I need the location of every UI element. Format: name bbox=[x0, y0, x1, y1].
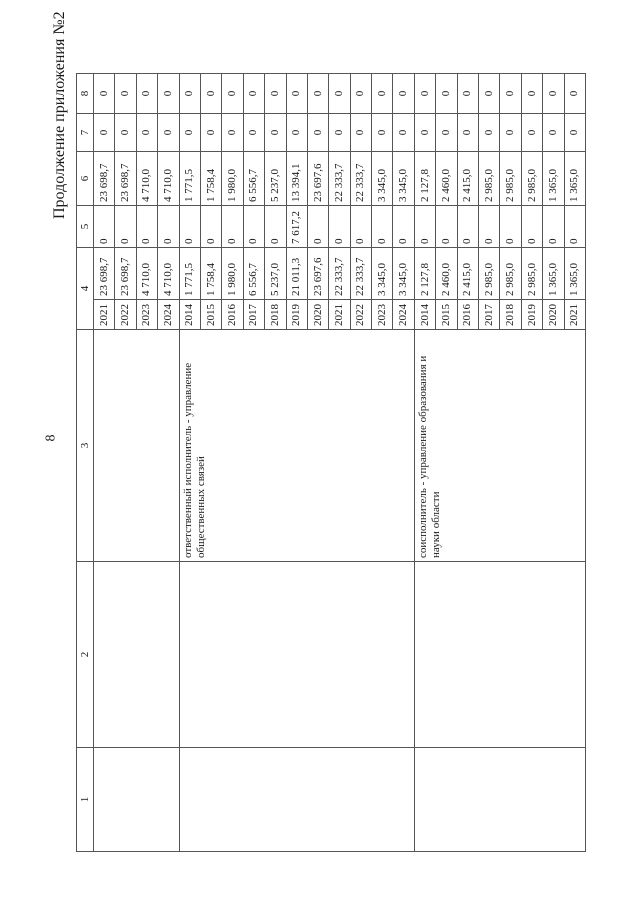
col7-cell: 0 bbox=[179, 114, 200, 152]
cell-col-1 bbox=[179, 748, 414, 852]
col8-cell: 0 bbox=[222, 74, 243, 114]
year-cell: 2015 bbox=[436, 300, 457, 330]
col7-cell: 0 bbox=[393, 114, 414, 152]
total-cell: 3 345,0 bbox=[372, 248, 393, 300]
col6-cell: 2 985,0 bbox=[521, 152, 542, 206]
col6-cell: 23 698,7 bbox=[94, 152, 115, 206]
executor-cell: ответственный исполнитель - управление общественных связей bbox=[179, 330, 414, 562]
total-cell: 2 985,0 bbox=[479, 248, 500, 300]
year-cell: 2020 bbox=[543, 300, 564, 330]
col8-cell: 0 bbox=[94, 74, 115, 114]
col8-cell: 0 bbox=[329, 74, 350, 114]
col8-cell: 0 bbox=[500, 74, 521, 114]
col6-cell: 1 771,5 bbox=[179, 152, 200, 206]
year-cell: 2014 bbox=[414, 300, 435, 330]
col5-cell: 7 617,2 bbox=[286, 206, 307, 248]
col8-cell: 0 bbox=[393, 74, 414, 114]
total-cell: 23 698,7 bbox=[115, 248, 136, 300]
col5-cell: 0 bbox=[372, 206, 393, 248]
total-cell: 23 698,7 bbox=[94, 248, 115, 300]
col7-cell: 0 bbox=[500, 114, 521, 152]
col6-cell: 3 345,0 bbox=[372, 152, 393, 206]
col8-cell: 0 bbox=[115, 74, 136, 114]
col6-cell: 1 758,4 bbox=[200, 152, 221, 206]
col5-cell: 0 bbox=[94, 206, 115, 248]
total-cell: 1 758,4 bbox=[200, 248, 221, 300]
year-cell: 2021 bbox=[94, 300, 115, 330]
col8-cell: 0 bbox=[372, 74, 393, 114]
col8-cell: 0 bbox=[564, 74, 585, 114]
col8-cell: 0 bbox=[286, 74, 307, 114]
header-col-3: 3 bbox=[77, 330, 94, 562]
year-cell: 2021 bbox=[564, 300, 585, 330]
col5-cell: 0 bbox=[200, 206, 221, 248]
col6-cell: 4 710,0 bbox=[158, 152, 179, 206]
col7-cell: 0 bbox=[329, 114, 350, 152]
year-cell: 2022 bbox=[350, 300, 371, 330]
total-cell: 3 345,0 bbox=[393, 248, 414, 300]
total-cell: 22 333,7 bbox=[329, 248, 350, 300]
year-cell: 2020 bbox=[307, 300, 328, 330]
col5-cell: 0 bbox=[158, 206, 179, 248]
header-col-5: 5 bbox=[77, 206, 94, 248]
header-col-4: 4 bbox=[77, 248, 94, 330]
col7-cell: 0 bbox=[200, 114, 221, 152]
year-cell: 2017 bbox=[243, 300, 264, 330]
total-cell: 1 365,0 bbox=[564, 248, 585, 300]
col5-cell: 0 bbox=[543, 206, 564, 248]
col7-cell: 0 bbox=[543, 114, 564, 152]
year-cell: 2024 bbox=[158, 300, 179, 330]
year-cell: 2016 bbox=[457, 300, 478, 330]
col8-cell: 0 bbox=[414, 74, 435, 114]
col6-cell: 22 333,7 bbox=[350, 152, 371, 206]
col5-cell: 0 bbox=[136, 206, 157, 248]
total-cell: 4 710,0 bbox=[136, 248, 157, 300]
total-cell: 2 985,0 bbox=[521, 248, 542, 300]
total-cell: 1 771,5 bbox=[179, 248, 200, 300]
col7-cell: 0 bbox=[307, 114, 328, 152]
header-col-1: 1 bbox=[77, 748, 94, 852]
col7-cell: 0 bbox=[521, 114, 542, 152]
col6-cell: 1 980,0 bbox=[222, 152, 243, 206]
col7-cell: 0 bbox=[136, 114, 157, 152]
col5-cell: 0 bbox=[222, 206, 243, 248]
col7-cell: 0 bbox=[265, 114, 286, 152]
col6-cell: 2 985,0 bbox=[479, 152, 500, 206]
col8-cell: 0 bbox=[457, 74, 478, 114]
year-cell: 2014 bbox=[179, 300, 200, 330]
table-row bbox=[179, 74, 200, 852]
header-row bbox=[77, 74, 94, 852]
col8-cell: 0 bbox=[543, 74, 564, 114]
header-col-2: 2 bbox=[77, 562, 94, 748]
budget-table bbox=[76, 73, 586, 852]
total-cell: 2 415,0 bbox=[457, 248, 478, 300]
year-cell: 2018 bbox=[265, 300, 286, 330]
col5-cell: 0 bbox=[479, 206, 500, 248]
year-cell: 2017 bbox=[479, 300, 500, 330]
budget-table-container bbox=[76, 74, 586, 852]
year-cell: 2021 bbox=[329, 300, 350, 330]
table-body bbox=[94, 74, 586, 852]
header-col-6: 6 bbox=[77, 152, 94, 206]
executor-cell: соисполнитель - управление образования и науки области bbox=[414, 330, 585, 562]
year-cell: 2018 bbox=[500, 300, 521, 330]
table-row bbox=[94, 74, 115, 852]
table-row bbox=[414, 74, 435, 852]
col5-cell: 0 bbox=[179, 206, 200, 248]
col8-cell: 0 bbox=[136, 74, 157, 114]
total-cell: 1 365,0 bbox=[543, 248, 564, 300]
cell-col-2 bbox=[179, 562, 414, 748]
year-cell: 2022 bbox=[115, 300, 136, 330]
col6-cell: 2 127,8 bbox=[414, 152, 435, 206]
total-cell: 6 556,7 bbox=[243, 248, 264, 300]
col6-cell: 2 460,0 bbox=[436, 152, 457, 206]
col5-cell: 0 bbox=[414, 206, 435, 248]
col5-cell: 0 bbox=[243, 206, 264, 248]
col8-cell: 0 bbox=[265, 74, 286, 114]
cell-col-1 bbox=[94, 748, 180, 852]
col5-cell: 0 bbox=[436, 206, 457, 248]
col7-cell: 0 bbox=[94, 114, 115, 152]
total-cell: 2 460,0 bbox=[436, 248, 457, 300]
col7-cell: 0 bbox=[479, 114, 500, 152]
col7-cell: 0 bbox=[286, 114, 307, 152]
year-cell: 2016 bbox=[222, 300, 243, 330]
col6-cell: 5 237,0 bbox=[265, 152, 286, 206]
col5-cell: 0 bbox=[457, 206, 478, 248]
total-cell: 4 710,0 bbox=[158, 248, 179, 300]
col7-cell: 0 bbox=[372, 114, 393, 152]
col6-cell: 23 698,7 bbox=[115, 152, 136, 206]
col5-cell: 0 bbox=[564, 206, 585, 248]
total-cell: 5 237,0 bbox=[265, 248, 286, 300]
total-cell: 2 985,0 bbox=[500, 248, 521, 300]
col7-cell: 0 bbox=[243, 114, 264, 152]
total-cell: 21 011,3 bbox=[286, 248, 307, 300]
total-cell: 1 980,0 bbox=[222, 248, 243, 300]
col6-cell: 2 415,0 bbox=[457, 152, 478, 206]
col7-cell: 0 bbox=[222, 114, 243, 152]
header-col-7: 7 bbox=[77, 114, 94, 152]
total-cell: 22 333,7 bbox=[350, 248, 371, 300]
col8-cell: 0 bbox=[200, 74, 221, 114]
col5-cell: 0 bbox=[329, 206, 350, 248]
col6-cell: 1 365,0 bbox=[543, 152, 564, 206]
col8-cell: 0 bbox=[479, 74, 500, 114]
col8-cell: 0 bbox=[158, 74, 179, 114]
total-cell: 23 697,6 bbox=[307, 248, 328, 300]
col5-cell: 0 bbox=[350, 206, 371, 248]
year-cell: 2015 bbox=[200, 300, 221, 330]
col8-cell: 0 bbox=[243, 74, 264, 114]
cell-col-2 bbox=[414, 562, 585, 748]
col6-cell: 23 697,6 bbox=[307, 152, 328, 206]
year-cell: 2023 bbox=[136, 300, 157, 330]
col7-cell: 0 bbox=[158, 114, 179, 152]
col6-cell: 2 985,0 bbox=[500, 152, 521, 206]
col5-cell: 0 bbox=[115, 206, 136, 248]
appendix-caption: Продолжение приложения №2 bbox=[51, 11, 68, 219]
col5-cell: 0 bbox=[500, 206, 521, 248]
year-cell: 2019 bbox=[286, 300, 307, 330]
year-cell: 2019 bbox=[521, 300, 542, 330]
cell-col-1 bbox=[414, 748, 585, 852]
executor-cell bbox=[94, 330, 180, 562]
total-cell: 2 127,8 bbox=[414, 248, 435, 300]
header-col-8: 8 bbox=[77, 74, 94, 114]
col8-cell: 0 bbox=[436, 74, 457, 114]
col6-cell: 3 345,0 bbox=[393, 152, 414, 206]
col7-cell: 0 bbox=[115, 114, 136, 152]
col8-cell: 0 bbox=[307, 74, 328, 114]
col8-cell: 0 bbox=[350, 74, 371, 114]
col6-cell: 22 333,7 bbox=[329, 152, 350, 206]
col5-cell: 0 bbox=[393, 206, 414, 248]
col8-cell: 0 bbox=[179, 74, 200, 114]
col8-cell: 0 bbox=[521, 74, 542, 114]
page-number: 8 bbox=[43, 434, 59, 442]
year-cell: 2023 bbox=[372, 300, 393, 330]
year-cell: 2024 bbox=[393, 300, 414, 330]
col6-cell: 4 710,0 bbox=[136, 152, 157, 206]
col6-cell: 6 556,7 bbox=[243, 152, 264, 206]
col7-cell: 0 bbox=[436, 114, 457, 152]
col7-cell: 0 bbox=[564, 114, 585, 152]
col5-cell: 0 bbox=[521, 206, 542, 248]
col7-cell: 0 bbox=[350, 114, 371, 152]
col7-cell: 0 bbox=[414, 114, 435, 152]
col6-cell: 13 394,1 bbox=[286, 152, 307, 206]
cell-col-2 bbox=[94, 562, 180, 748]
col5-cell: 0 bbox=[265, 206, 286, 248]
col7-cell: 0 bbox=[457, 114, 478, 152]
col6-cell: 1 365,0 bbox=[564, 152, 585, 206]
col5-cell: 0 bbox=[307, 206, 328, 248]
